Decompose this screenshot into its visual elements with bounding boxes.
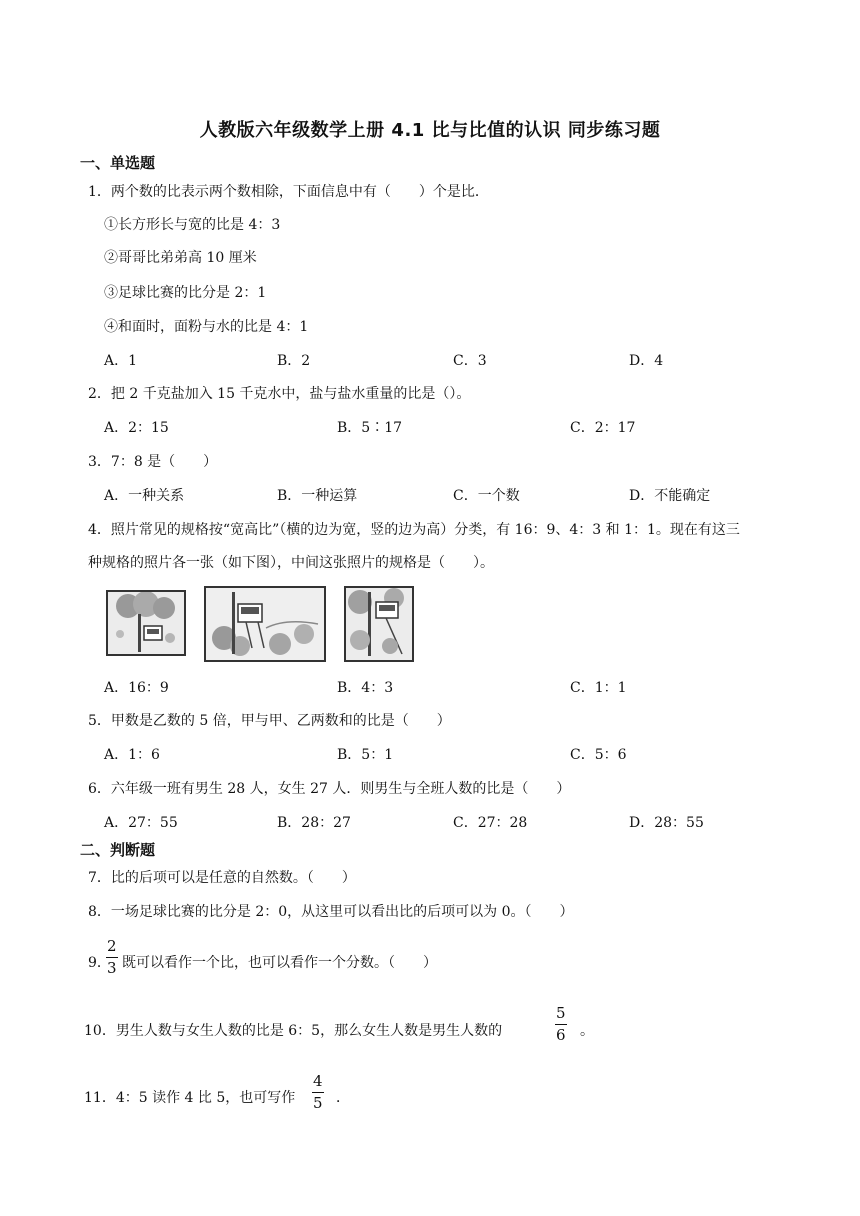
fraction-denominator: 3	[107, 959, 117, 977]
question-3: 3．7：8 是（ ）	[88, 454, 218, 470]
question-2-option-a[interactable]: A．2：15	[104, 420, 169, 436]
question-1-item-1: ①长方形长与宽的比是 4：3	[104, 217, 281, 233]
question-5: 5．甲数是乙数的 5 倍，甲与甲、乙两数和的比是（ ）	[88, 713, 451, 729]
question-9-number: 9．	[88, 955, 111, 971]
question-6-option-d[interactable]: D．28：55	[629, 815, 704, 831]
photo-wide	[204, 586, 326, 662]
fraction-numerator: 2	[107, 937, 117, 955]
question-10-text: 10．男生人数与女生人数的比是 6：5，那么女生人数是男生人数的	[84, 1023, 503, 1039]
question-6-option-c[interactable]: C．27：28	[453, 815, 528, 831]
question-4-option-a[interactable]: A．16：9	[104, 680, 169, 696]
question-1-option-c[interactable]: C．3	[453, 353, 487, 369]
question-10-fraction	[554, 1006, 568, 1043]
question-1-item-2: ②哥哥比弟弟高 10 厘米	[104, 250, 257, 266]
question-1-option-d[interactable]: D．4	[629, 353, 664, 369]
question-1-option-a[interactable]: A．1	[104, 353, 138, 369]
tree-scene-icon	[108, 592, 184, 654]
page-title: 人教版六年级数学上册 4.1 比与比值的认识 同步练习题	[199, 120, 661, 141]
question-8: 8．一场足球比赛的比分是 2：0，从这里可以看出比的后项可以为 0。（ ）	[88, 904, 574, 920]
question-11-fraction	[311, 1074, 325, 1111]
section-judgement: 二、判断题	[80, 841, 156, 859]
section-single-choice: 一、单选题	[80, 154, 156, 172]
question-1-item-4: ④和面时，面粉与水的比是 4：1	[104, 319, 309, 335]
question-6: 6．六年级一班有男生 28 人，女生 27 人．则男生与全班人数的比是（ ）	[88, 781, 571, 797]
question-5-option-a[interactable]: A．1：6	[104, 747, 160, 763]
question-9-text: 既可以看作一个比，也可以看作一个分数。（ ）	[122, 955, 437, 971]
question-4-line-1: 4．照片常见的规格按“宽高比”（横的边为宽，竖的边为高）分类，有 16：9、4：3 和 1：1。现在有这三	[88, 522, 740, 538]
question-3-option-b[interactable]: B．一种运算	[277, 488, 358, 504]
question-3-option-a[interactable]: A．一种关系	[104, 488, 185, 504]
question-4-option-b[interactable]: B．4：3	[337, 680, 394, 696]
question-6-option-a[interactable]: A．27：55	[104, 815, 178, 831]
question-4-line-2: 种规格的照片各一张（如下图），中间这张照片的规格是（ ）。	[88, 555, 494, 571]
fraction-denominator: 5	[313, 1094, 323, 1112]
question-2-option-c[interactable]: C．2：17	[570, 420, 636, 436]
question-11-text: 11．4：5 读作 4 比 5，也可写作	[84, 1090, 296, 1106]
question-1: 1．两个数的比表示两个数相除，下面信息中有（ ）个是比．	[88, 184, 489, 200]
fraction-numerator: 4	[313, 1072, 323, 1090]
question-10-suffix: 。	[580, 1023, 594, 1039]
question-11-suffix: ．	[336, 1090, 350, 1106]
question-1-item-3: ③足球比赛的比分是 2：1	[104, 285, 267, 301]
photo-tall	[344, 586, 414, 662]
question-5-option-b[interactable]: B．5：1	[337, 747, 394, 763]
question-3-option-c[interactable]: C．一个数	[453, 488, 520, 504]
question-6-option-b[interactable]: B．28：27	[277, 815, 351, 831]
tree-scene-icon	[346, 588, 412, 660]
fraction-numerator: 5	[556, 1004, 566, 1022]
question-4-option-c[interactable]: C．1：1	[570, 680, 627, 696]
question-2: 2．把 2 千克盐加入 15 千克水中，盐与盐水重量的比是（）。	[88, 386, 471, 402]
question-2-option-b[interactable]: B．5∶17	[337, 420, 403, 436]
question-7: 7．比的后项可以是任意的自然数。（ ）	[88, 870, 356, 886]
photo-square	[106, 590, 186, 656]
fraction-denominator: 6	[556, 1026, 566, 1044]
question-1-option-b[interactable]: B．2	[277, 353, 311, 369]
question-3-option-d[interactable]: D．不能确定	[629, 488, 711, 504]
tree-scene-icon	[206, 588, 324, 660]
question-9-fraction	[105, 939, 119, 976]
question-5-option-c[interactable]: C．5：6	[570, 747, 627, 763]
